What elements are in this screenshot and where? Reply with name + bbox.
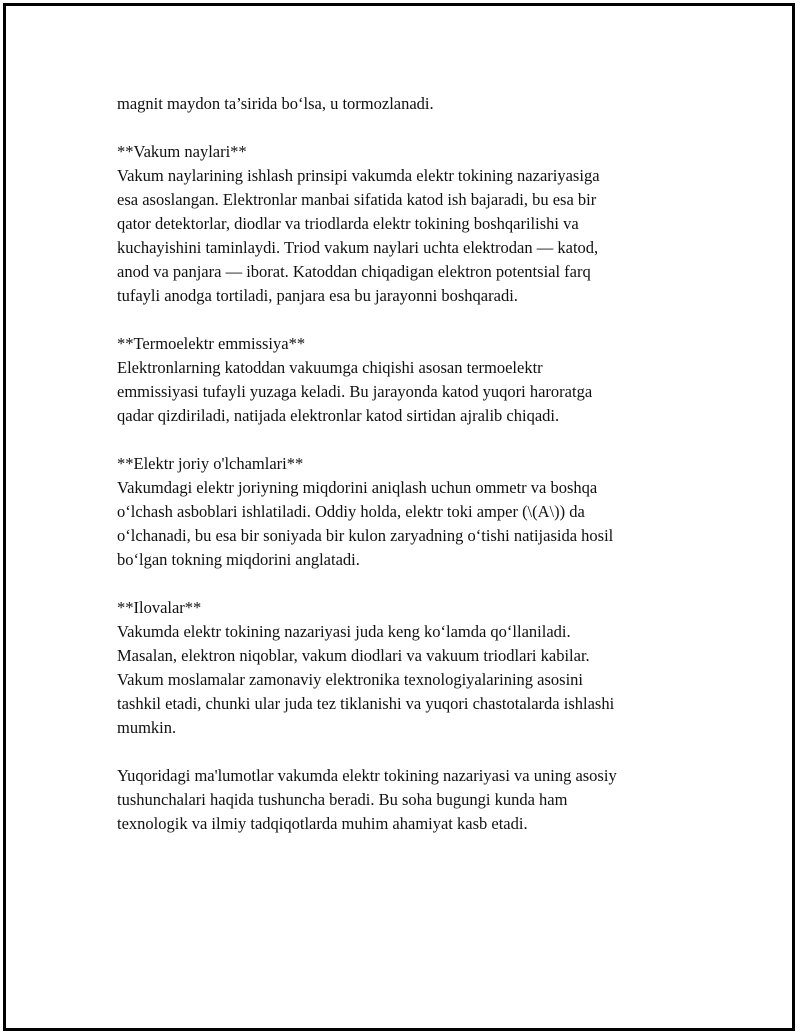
text-line: Vakum naylarining ishlash prinsipi vakumda elektr tokining nazariyasiga [117,166,600,185]
section-heading-ilovalar: **Ilovalar** [117,598,202,617]
paragraph-gap [117,740,717,764]
section-body-elektr-joriy [117,476,717,572]
text-line: emmissiyasi tufayli yuzaga keladi. Bu jarayonda katod yuqori haroratga [117,382,593,401]
section-heading-vakum-naylari: **Vakum naylari** [117,142,247,161]
section-body-ilovalar [117,620,717,740]
text-line: Yuqoridagi ma'lumotlar vakumda elektr tokining nazariyasi va uning asosiy [117,766,617,785]
text-line: Vakumda elektr tokining nazariyasi juda keng ko‘lamda qo‘llaniladi. [117,622,571,641]
document-body [117,92,717,836]
closing-paragraph [117,764,717,836]
text-line: magnit maydon ta’sirida bo‘lsa, u tormozlanadi. [117,94,434,113]
text-line: tufayli anodga tortiladi, panjara esa bu jarayonni boshqaradi. [117,286,518,305]
text-line: esa asoslangan. Elektronlar manbai sifatida katod ish bajaradi, bu esa bir [117,190,597,209]
text-line: o‘lchanadi, bu esa bir soniyada bir kulon zaryadning o‘tishi natijasida hosil [117,526,614,545]
text-line: texnologik va ilmiy tadqiqotlarda muhim ahamiyat kasb etadi. [117,814,528,833]
text-line: o‘lchash asboblari ishlatiladi. Oddiy holda, elektr toki amper (\(A\)) da [117,502,585,521]
text-line: tashkil etadi, chunki ular juda tez tiklanishi va yuqori chastotalarda ishlashi [117,694,615,713]
text-line: qator detektorlar, diodlar va triodlarda elektr tokining boshqarilishi va [117,214,579,233]
text-line: Elektronlarning katoddan vakuumga chiqishi asosan termoelektr [117,358,543,377]
section-heading-elektr-joriy: **Elektr joriy o'lchamlari** [117,454,304,473]
section-heading-termoelektr-emmissiya: **Termoelektr emmissiya** [117,334,306,353]
text-line: kuchayishini taminlaydi. Triod vakum naylari uchta elektrodan — katod, [117,238,599,257]
intro-fragment [117,92,717,116]
text-line: Vakum moslamalar zamonaviy elektronika texnologiyalarining asosini [117,670,584,689]
text-line: bo‘lgan tokning miqdorini anglatadi. [117,550,360,569]
text-line: Vakumdagi elektr joriyning miqdorini aniqlash uchun ommetr va boshqa [117,478,598,497]
paragraph-gap [117,116,717,140]
text-line: Masalan, elektron niqoblar, vakum diodlari va vakuum triodlari kabilar. [117,646,590,665]
section-body-vakum-naylari [117,164,717,308]
text-line: mumkin. [117,718,177,737]
paragraph-gap [117,428,717,452]
text-line: qadar qizdiriladi, natijada elektronlar katod sirtidan ajralib chiqadi. [117,406,560,425]
section-body-termoelektr-emmissiya [117,356,717,428]
paragraph-gap [117,572,717,596]
text-line: tushunchalari haqida tushuncha beradi. Bu soha bugungi kunda ham [117,790,568,809]
paragraph-gap [117,308,717,332]
text-line: anod va panjara — iborat. Katoddan chiqadigan elektron potentsial farq [117,262,591,281]
